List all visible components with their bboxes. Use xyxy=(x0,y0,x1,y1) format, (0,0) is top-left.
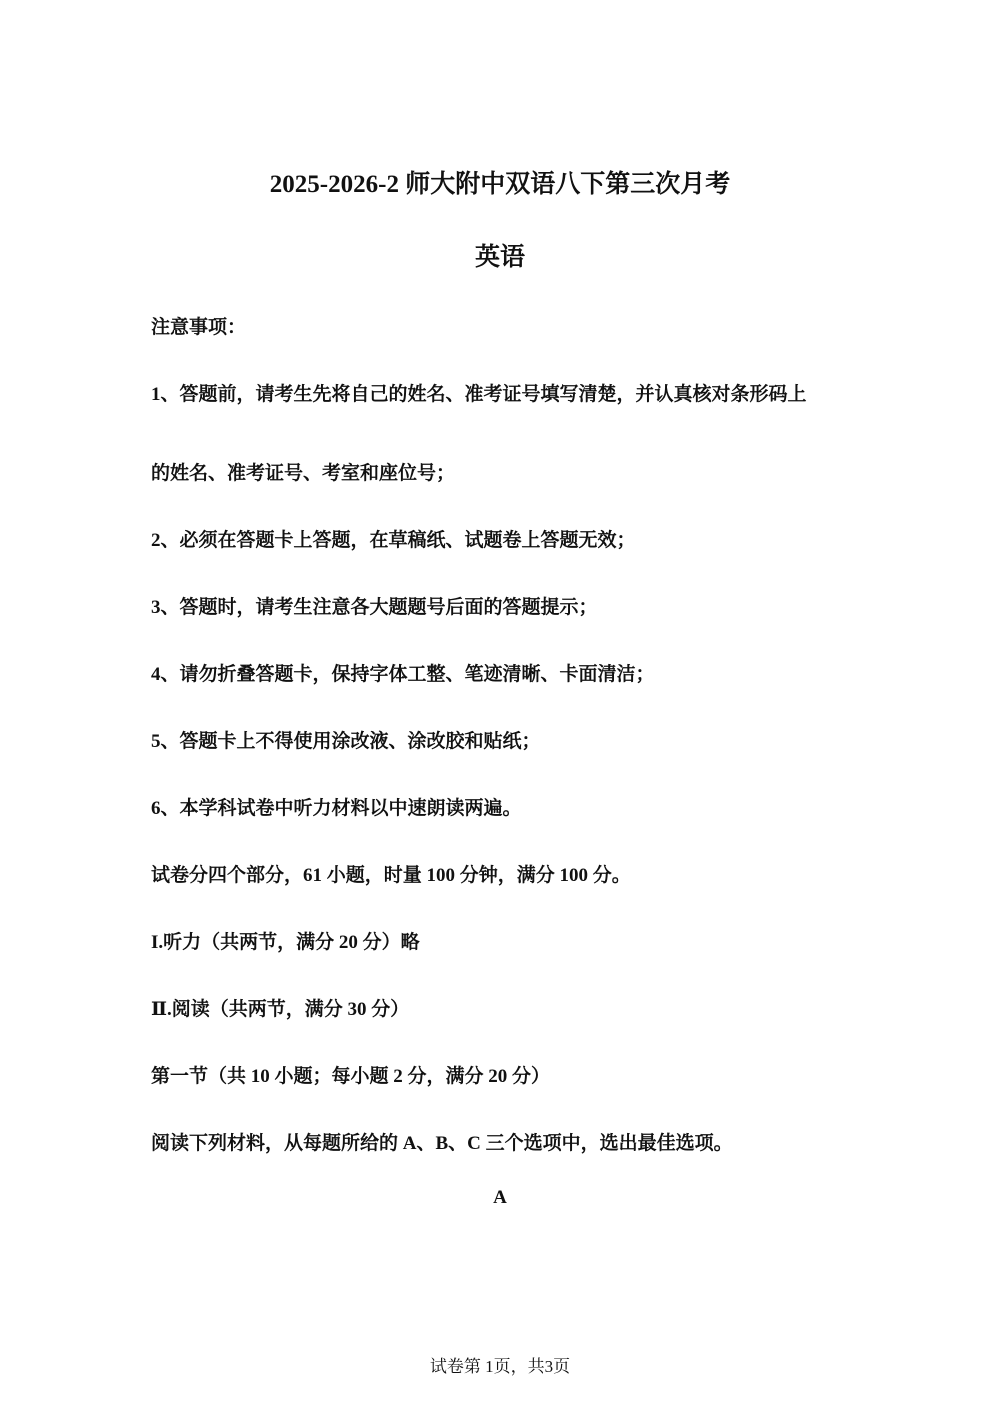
notice-item-1-continued: 的姓名、准考证号、考室和座位号； xyxy=(151,463,456,484)
notice-item-6: 6、本学科试卷中听力材料以中速朗读两遍。 xyxy=(151,798,522,819)
reading-instruction: 阅读下列材料，从每题所给的 A、B、C 三个选项中，选出最佳选项。 xyxy=(151,1133,733,1154)
exam-title: 2025-2026-2 师大附中双语八下第三次月考 xyxy=(269,171,731,198)
notice-item-3: 3、答题时，请考生注意各大题题号后面的答题提示； xyxy=(151,597,598,618)
notice-item-4: 4、请勿折叠答题卡，保持字体工整、笔迹清晰、卡面清洁； xyxy=(151,664,655,685)
subject-title: 英语 xyxy=(474,244,525,271)
notice-heading: 注意事项： xyxy=(151,317,247,338)
section-listening: I.听力（共两节，满分 20 分）略 xyxy=(151,932,420,953)
notice-item-5: 5、答题卡上不得使用涂改液、涂改胶和贴纸； xyxy=(151,731,541,752)
section-reading: Ⅱ.阅读（共两节，满分 30 分） xyxy=(151,999,410,1020)
passage-label: A xyxy=(493,1187,507,1208)
page-footer: 试卷第 1页，共3页 xyxy=(429,1357,571,1376)
exam-info: 试卷分四个部分，61 小题，时量 100 分钟，满分 100 分。 xyxy=(151,865,631,886)
notice-item-2: 2、必须在答题卡上答题，在草稿纸、试题卷上答题无效； xyxy=(151,530,636,551)
section-part1: 第一节（共 10 小题；每小题 2 分，满分 20 分） xyxy=(151,1066,551,1087)
notice-item-1: 1、答题前，请考生先将自己的姓名、准考证号填写清楚，并认真核对条形码上 xyxy=(151,384,807,405)
